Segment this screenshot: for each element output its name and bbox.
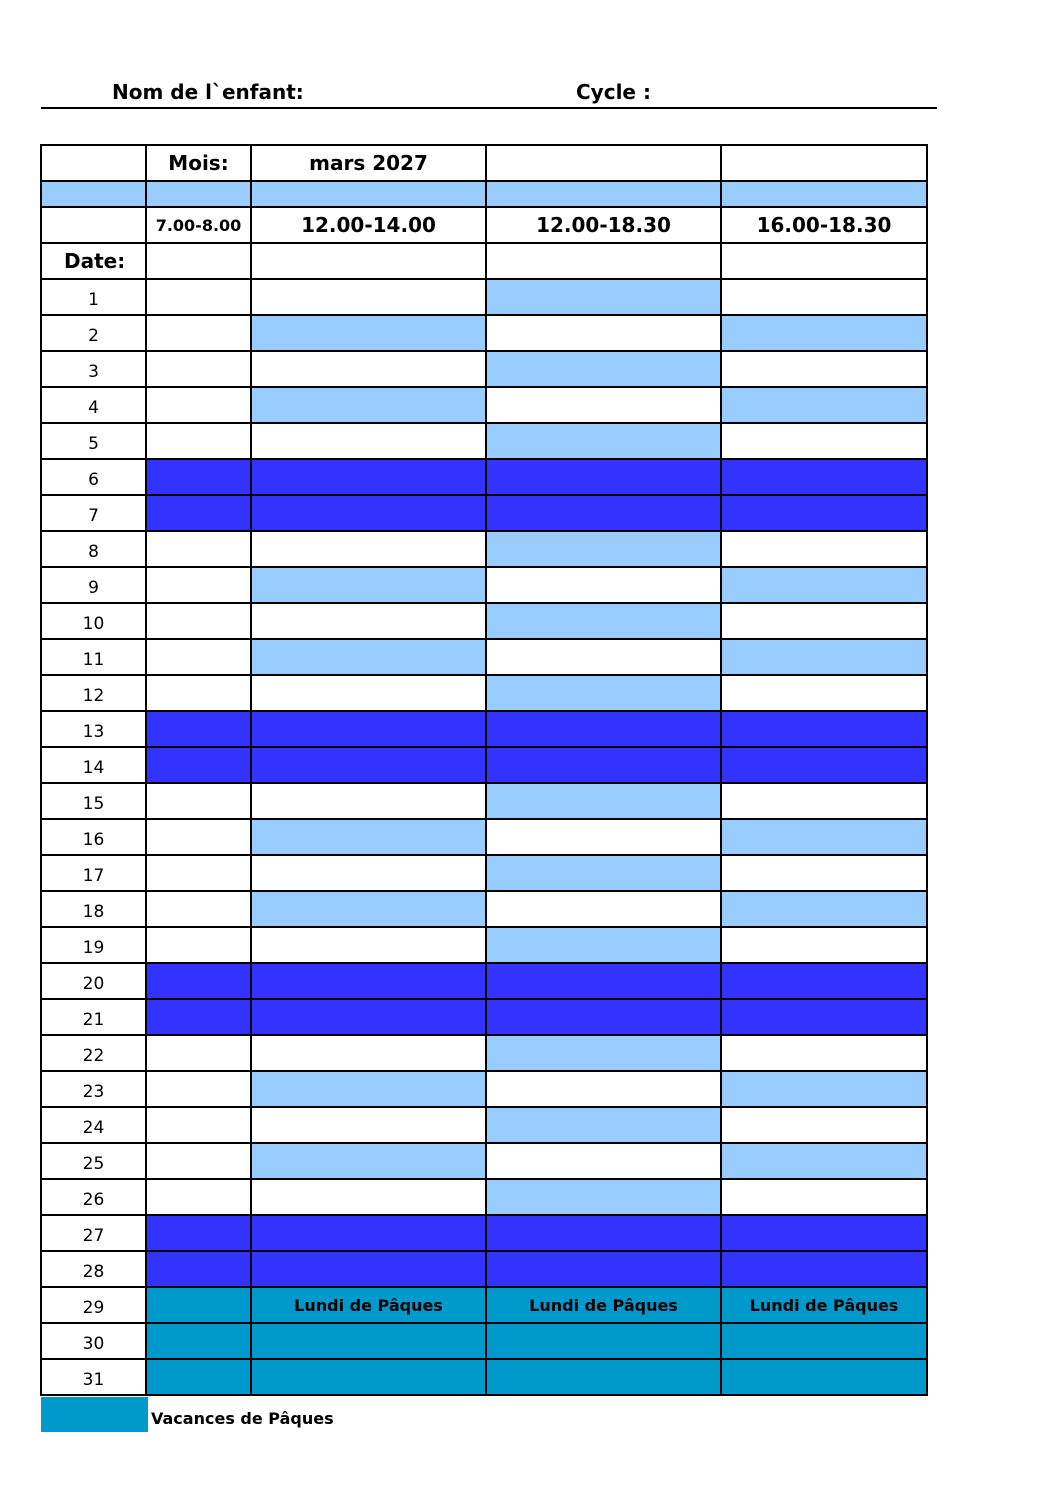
slot-cell[interactable]: [721, 1143, 927, 1179]
slot-cell[interactable]: [721, 855, 927, 891]
day-number: 31: [41, 1359, 146, 1395]
day-row: [41, 891, 927, 927]
slot-cell[interactable]: [251, 639, 486, 675]
slot-cell[interactable]: [486, 639, 721, 675]
slot-cell[interactable]: [251, 675, 486, 711]
slot-cell[interactable]: [486, 531, 721, 567]
slot-cell[interactable]: [146, 963, 251, 999]
day-row: [41, 1215, 927, 1251]
slot-cell[interactable]: [146, 711, 251, 747]
slot-cell[interactable]: [146, 1251, 251, 1287]
slot-cell[interactable]: [146, 423, 251, 459]
slot-cell[interactable]: [251, 387, 486, 423]
day-row: [41, 459, 927, 495]
slot-cell[interactable]: [721, 747, 927, 783]
slot-cell[interactable]: [721, 603, 927, 639]
slot-cell[interactable]: [251, 1035, 486, 1071]
day-row: [41, 603, 927, 639]
day-number: 29: [41, 1287, 146, 1323]
day-number: 1: [41, 279, 146, 315]
vacation-legend-label: Vacances de Pâques: [151, 1409, 334, 1428]
holiday-label[interactable]: Lundi de Pâques: [721, 1287, 927, 1323]
day-number: 3: [41, 351, 146, 387]
slot-cell[interactable]: [146, 783, 251, 819]
slot-cell[interactable]: [486, 711, 721, 747]
day-row: [41, 1107, 927, 1143]
slot-cell[interactable]: [486, 459, 721, 495]
slot-cell[interactable]: [251, 459, 486, 495]
slot-cell[interactable]: [251, 1179, 486, 1215]
day-number: 2: [41, 315, 146, 351]
slot-cell[interactable]: [251, 567, 486, 603]
day-row: [41, 1251, 927, 1287]
slot-cell[interactable]: [721, 1359, 927, 1395]
slot-cell[interactable]: [251, 783, 486, 819]
slot-cell[interactable]: [251, 495, 486, 531]
day-row: [41, 999, 927, 1035]
slot-cell[interactable]: [251, 891, 486, 927]
day-number: 22: [41, 1035, 146, 1071]
day-row: [41, 423, 927, 459]
day-row: [41, 279, 927, 315]
day-number: 27: [41, 1215, 146, 1251]
slot-cell[interactable]: [251, 1359, 486, 1395]
date-label-row: [41, 243, 927, 279]
day-number: 5: [41, 423, 146, 459]
band-cell: [146, 181, 251, 207]
empty-cell: [146, 243, 251, 279]
slot-cell[interactable]: [721, 639, 927, 675]
day-row: [41, 1287, 927, 1323]
band-cell: [41, 181, 146, 207]
slot-cell[interactable]: [721, 279, 927, 315]
slot-header-afternoon: 12.00-18.30: [486, 207, 721, 243]
slot-cell[interactable]: [146, 747, 251, 783]
empty-cell: [251, 243, 486, 279]
slot-cell[interactable]: [146, 1215, 251, 1251]
empty-cell: [41, 145, 146, 181]
slot-cell[interactable]: [251, 351, 486, 387]
slot-cell[interactable]: [251, 423, 486, 459]
day-number: 28: [41, 1251, 146, 1287]
slot-cell[interactable]: [251, 315, 486, 351]
slot-cell[interactable]: [486, 279, 721, 315]
slot-cell[interactable]: [486, 567, 721, 603]
day-row: [41, 783, 927, 819]
day-row: [41, 531, 927, 567]
slot-cell[interactable]: [251, 999, 486, 1035]
slot-cell[interactable]: [486, 675, 721, 711]
day-row: [41, 351, 927, 387]
slot-header-late: 16.00-18.30: [721, 207, 927, 243]
slot-cell[interactable]: [146, 459, 251, 495]
day-number: 9: [41, 567, 146, 603]
slot-cell[interactable]: [251, 855, 486, 891]
slot-cell[interactable]: [146, 819, 251, 855]
day-number: 16: [41, 819, 146, 855]
slot-cell[interactable]: [251, 603, 486, 639]
slot-cell[interactable]: [146, 1035, 251, 1071]
slot-cell[interactable]: [721, 387, 927, 423]
day-row: [41, 387, 927, 423]
empty-cell: [721, 145, 927, 181]
day-row: [41, 1035, 927, 1071]
day-row: [41, 495, 927, 531]
slot-cell[interactable]: [721, 711, 927, 747]
day-number: 15: [41, 783, 146, 819]
slot-cell[interactable]: [486, 1179, 721, 1215]
day-row: [41, 567, 927, 603]
day-row: [41, 675, 927, 711]
header-underline: [41, 107, 937, 109]
day-number: 25: [41, 1143, 146, 1179]
slot-cell[interactable]: [146, 1107, 251, 1143]
month-row: [41, 145, 927, 181]
band-cell: [251, 181, 486, 207]
slot-cell[interactable]: [486, 495, 721, 531]
slot-cell[interactable]: [146, 279, 251, 315]
slot-cell[interactable]: [486, 1035, 721, 1071]
empty-cell: [486, 243, 721, 279]
day-number: 24: [41, 1107, 146, 1143]
slot-cell[interactable]: [251, 1071, 486, 1107]
day-row: [41, 855, 927, 891]
slot-cell[interactable]: [146, 855, 251, 891]
slot-cell[interactable]: [146, 639, 251, 675]
slot-cell[interactable]: [146, 999, 251, 1035]
slot-cell[interactable]: [486, 1323, 721, 1359]
slot-cell[interactable]: [486, 855, 721, 891]
slot-cell[interactable]: [486, 927, 721, 963]
slot-cell[interactable]: [486, 351, 721, 387]
band-cell: [486, 181, 721, 207]
slot-cell[interactable]: [251, 747, 486, 783]
slot-cell[interactable]: [721, 927, 927, 963]
schedule-table: [40, 144, 928, 1396]
day-row: [41, 1323, 927, 1359]
slot-cell[interactable]: [486, 1359, 721, 1395]
slot-cell[interactable]: [251, 531, 486, 567]
slot-cell[interactable]: [486, 783, 721, 819]
slot-cell[interactable]: [721, 819, 927, 855]
slot-cell[interactable]: [721, 351, 927, 387]
slot-cell[interactable]: [146, 891, 251, 927]
slot-cell[interactable]: [721, 495, 927, 531]
day-number: 19: [41, 927, 146, 963]
day-number: 7: [41, 495, 146, 531]
day-row: [41, 1179, 927, 1215]
day-row: [41, 747, 927, 783]
slot-cell[interactable]: [721, 1107, 927, 1143]
slot-cell[interactable]: [146, 1179, 251, 1215]
slot-cell[interactable]: [251, 1107, 486, 1143]
day-number: 21: [41, 999, 146, 1035]
slot-cell[interactable]: [721, 1215, 927, 1251]
slot-cell[interactable]: [146, 1287, 251, 1323]
band-cell: [721, 181, 927, 207]
empty-cell: [41, 207, 146, 243]
day-number: 30: [41, 1323, 146, 1359]
slot-cell[interactable]: [721, 1323, 927, 1359]
slot-cell[interactable]: [486, 1215, 721, 1251]
slot-cell[interactable]: [721, 783, 927, 819]
day-number: 4: [41, 387, 146, 423]
date-label: Date:: [41, 243, 146, 279]
day-number: 26: [41, 1179, 146, 1215]
slot-cell[interactable]: [251, 1251, 486, 1287]
day-number: 20: [41, 963, 146, 999]
slot-cell[interactable]: [251, 819, 486, 855]
slot-cell[interactable]: [251, 1215, 486, 1251]
cycle-label: Cycle :: [576, 80, 651, 104]
slot-cell[interactable]: [486, 891, 721, 927]
slot-cell[interactable]: [251, 963, 486, 999]
slot-cell[interactable]: [721, 891, 927, 927]
slot-cell[interactable]: [486, 1107, 721, 1143]
slot-cell[interactable]: [486, 423, 721, 459]
slot-cell[interactable]: [251, 1143, 486, 1179]
slot-cell[interactable]: [486, 315, 721, 351]
color-band-row: [41, 181, 927, 207]
day-number: 17: [41, 855, 146, 891]
empty-cell: [486, 145, 721, 181]
slot-cell[interactable]: [721, 963, 927, 999]
slot-cell[interactable]: [486, 603, 721, 639]
slot-cell[interactable]: [486, 999, 721, 1035]
slot-cell[interactable]: [721, 1035, 927, 1071]
vacation-legend-swatch: [41, 1397, 148, 1432]
slot-cell[interactable]: [146, 603, 251, 639]
slot-cell[interactable]: [486, 819, 721, 855]
day-number: 12: [41, 675, 146, 711]
holiday-label[interactable]: Lundi de Pâques: [251, 1287, 486, 1323]
slot-cell[interactable]: [721, 567, 927, 603]
slot-cell[interactable]: [146, 675, 251, 711]
day-number: 13: [41, 711, 146, 747]
time-slot-row: [41, 207, 927, 243]
day-number: 18: [41, 891, 146, 927]
empty-cell: [721, 243, 927, 279]
day-row: [41, 639, 927, 675]
slot-cell[interactable]: [146, 531, 251, 567]
slot-cell[interactable]: [146, 1323, 251, 1359]
slot-cell[interactable]: [146, 927, 251, 963]
day-row: [41, 1143, 927, 1179]
slot-header-lunch: 12.00-14.00: [251, 207, 486, 243]
day-row: [41, 927, 927, 963]
slot-cell[interactable]: [486, 1143, 721, 1179]
slot-cell[interactable]: [146, 315, 251, 351]
day-row: [41, 963, 927, 999]
day-row: [41, 315, 927, 351]
slot-cell[interactable]: [721, 423, 927, 459]
slot-cell[interactable]: [721, 999, 927, 1035]
day-number: 14: [41, 747, 146, 783]
slot-cell[interactable]: [251, 711, 486, 747]
slot-cell[interactable]: [486, 747, 721, 783]
slot-cell[interactable]: [146, 495, 251, 531]
slot-cell[interactable]: [721, 675, 927, 711]
slot-cell[interactable]: [486, 963, 721, 999]
day-number: 23: [41, 1071, 146, 1107]
day-number: 8: [41, 531, 146, 567]
day-row: [41, 819, 927, 855]
slot-cell[interactable]: [146, 387, 251, 423]
slot-cell[interactable]: [721, 1251, 927, 1287]
month-label: Mois:: [146, 145, 251, 181]
slot-cell[interactable]: [251, 279, 486, 315]
day-row: [41, 1071, 927, 1107]
month-value: mars 2027: [251, 145, 486, 181]
slot-cell[interactable]: [251, 1323, 486, 1359]
slot-cell[interactable]: [146, 1143, 251, 1179]
child-name-label: Nom de l`enfant:: [112, 80, 304, 104]
slot-header-early: 7.00-8.00: [146, 207, 251, 243]
slot-cell[interactable]: [146, 1359, 251, 1395]
day-number: 10: [41, 603, 146, 639]
slot-cell[interactable]: [146, 567, 251, 603]
day-number: 6: [41, 459, 146, 495]
day-row: [41, 1359, 927, 1395]
slot-cell[interactable]: [721, 459, 927, 495]
day-row: [41, 711, 927, 747]
slot-cell[interactable]: [721, 1179, 927, 1215]
slot-cell[interactable]: [721, 531, 927, 567]
slot-cell[interactable]: [486, 1071, 721, 1107]
slot-cell[interactable]: [486, 1251, 721, 1287]
slot-cell[interactable]: [721, 315, 927, 351]
slot-cell[interactable]: [251, 927, 486, 963]
slot-cell[interactable]: [146, 1071, 251, 1107]
slot-cell[interactable]: [146, 351, 251, 387]
holiday-label[interactable]: Lundi de Pâques: [486, 1287, 721, 1323]
day-number: 11: [41, 639, 146, 675]
slot-cell[interactable]: [721, 1071, 927, 1107]
slot-cell[interactable]: [486, 387, 721, 423]
